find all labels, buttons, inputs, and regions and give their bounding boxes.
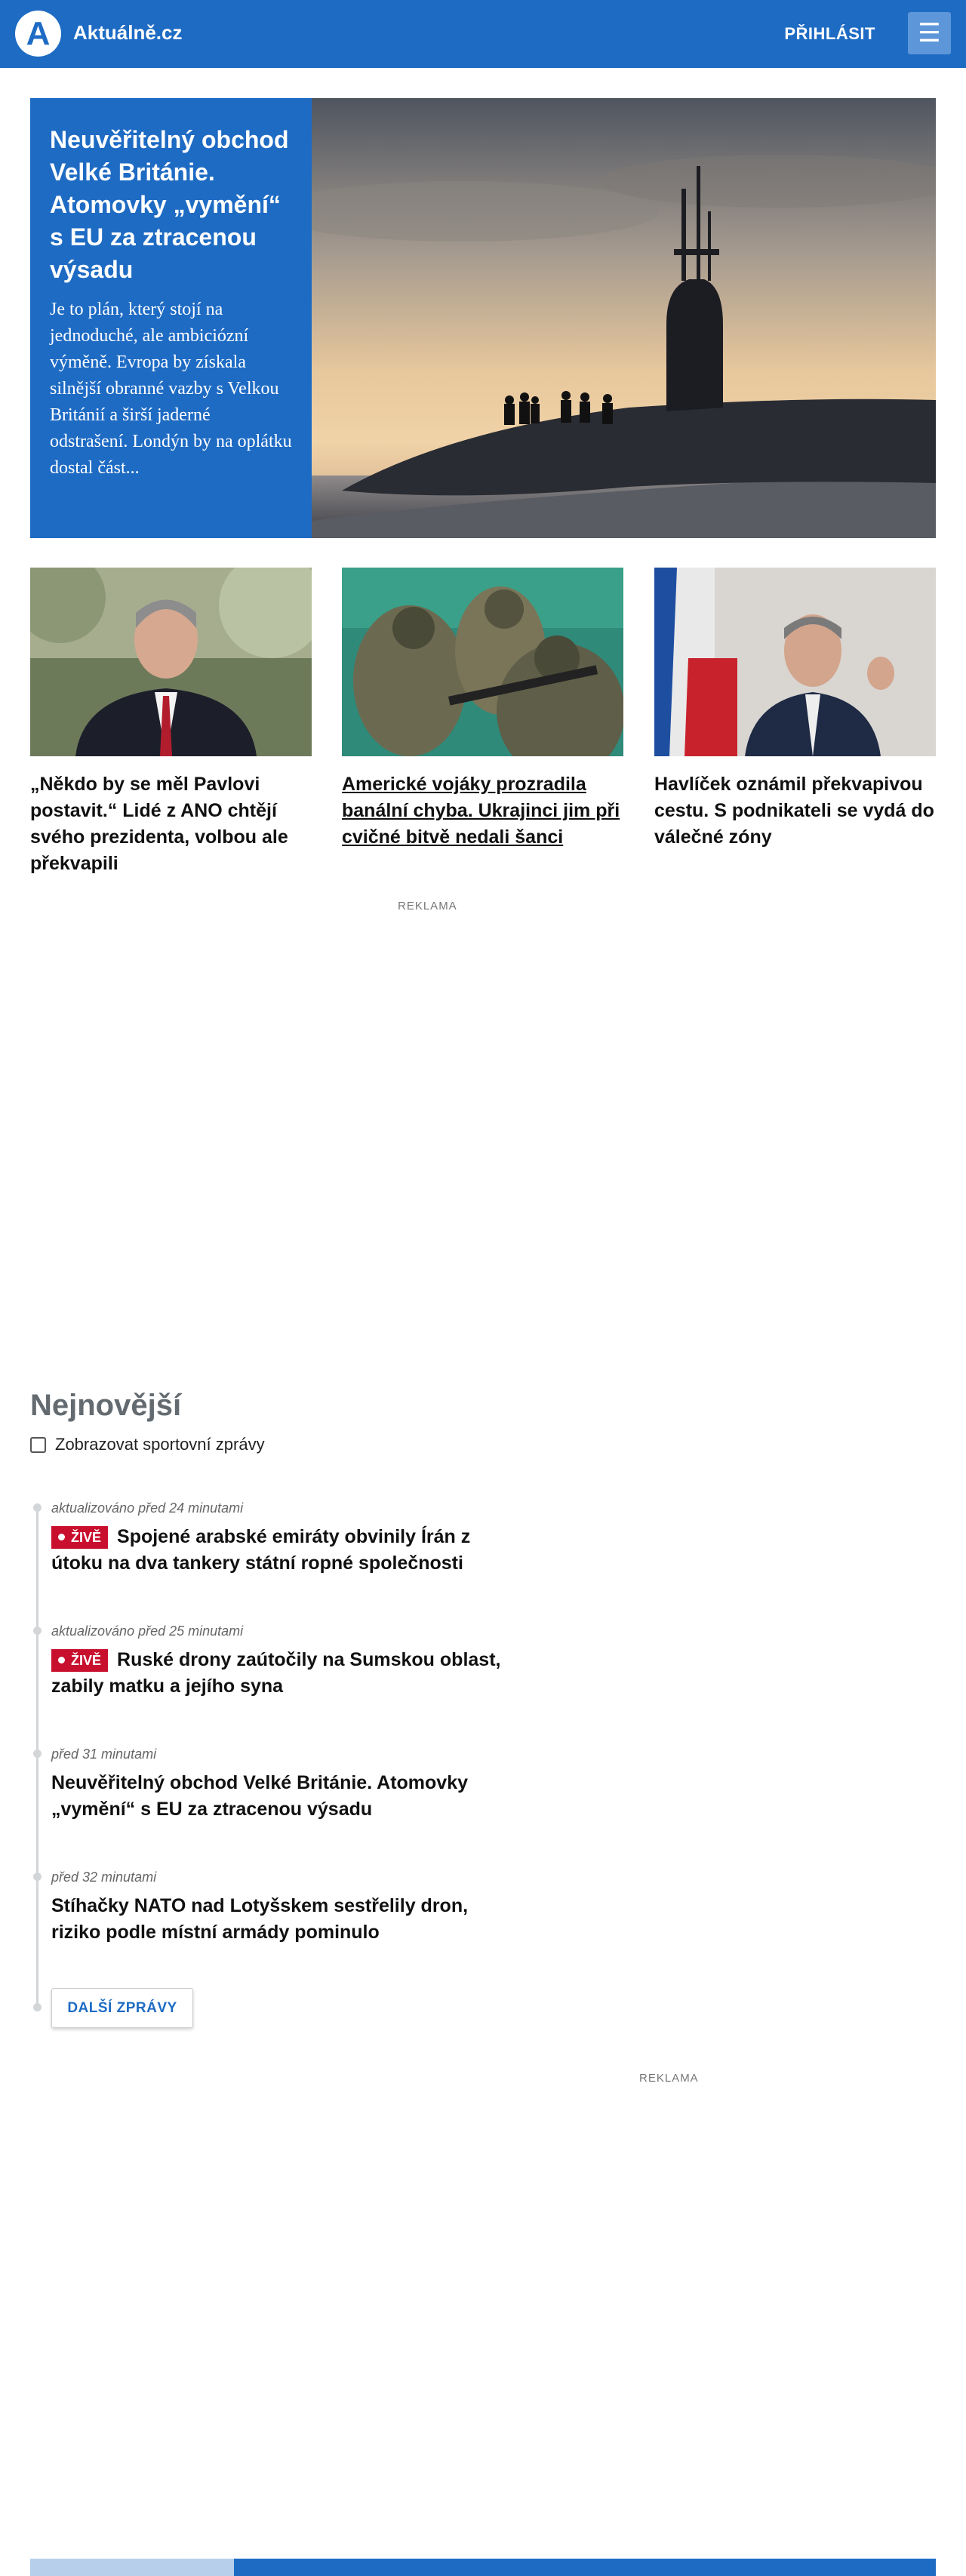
hero-text-panel <box>30 98 312 538</box>
hamburger-icon: ☰ <box>918 19 941 48</box>
live-dot-icon <box>58 1657 65 1663</box>
submarine-photo <box>312 98 936 538</box>
bottom-banner <box>30 2559 936 2576</box>
article-card[interactable] <box>30 568 312 877</box>
site-logo[interactable] <box>15 11 61 57</box>
news-title-text[interactable]: Neuvěřitelný obchod Velké Británie. Atomovky „vymění“ s EU za ztracenou výsadu <box>51 1772 469 1820</box>
article-image[interactable] <box>30 568 312 756</box>
article-image[interactable] <box>342 568 623 756</box>
politician-photo <box>30 568 312 756</box>
hero-article[interactable] <box>30 98 936 538</box>
article-card[interactable] <box>342 568 623 851</box>
news-time: před 32 minutami <box>51 1870 157 1885</box>
timeline-dot <box>33 1627 42 1635</box>
sport-checkbox[interactable] <box>30 1437 46 1453</box>
menu-button[interactable] <box>908 12 951 54</box>
site-name[interactable]: Aktuálně.cz <box>73 21 183 44</box>
latest-heading: Nejnovější <box>30 1389 182 1422</box>
news-title[interactable] <box>51 1647 504 1700</box>
sport-toggle-label[interactable]: Zobrazovat sportovní zprávy <box>55 1435 265 1454</box>
news-title-text[interactable]: Spojené arabské emiráty obvinily Írán z útoku na dva tankery státní ropné společnosti <box>51 1526 471 1574</box>
timeline-dot <box>33 1873 42 1881</box>
hero-image[interactable] <box>312 98 936 538</box>
news-item[interactable] <box>51 1623 504 1700</box>
article-card[interactable] <box>654 568 936 851</box>
soldiers-photo <box>342 568 623 756</box>
login-link[interactable]: PŘIHLÁSIT <box>784 24 875 43</box>
live-label: ŽIVĚ <box>71 1529 102 1545</box>
news-item[interactable] <box>51 1870 504 1946</box>
hero-perex: Je to plán, který stojí na jednoduché, ale ambiciózní výměně. Evropa by získala silnější obranné vazby s Velkou Británií a širší jaderné odstrašení. Londýn by na oplátku dostal část... <box>50 300 292 478</box>
news-item[interactable] <box>51 1747 504 1823</box>
live-badge <box>51 1526 108 1549</box>
sport-toggle[interactable] <box>30 1435 265 1454</box>
live-badge <box>51 1649 108 1672</box>
live-label: ŽIVĚ <box>71 1652 102 1668</box>
article-title[interactable]: „Někdo by se měl Pavlovi postavit.“ Lidé z ANO chtějí svého prezidenta, volbou ale překvapili <box>30 774 288 874</box>
article-title[interactable]: Americké vojáky prozradila banální chyba. Ukrajinci jim při cvičné bitvě nedali šanci <box>342 774 620 848</box>
site-header <box>0 0 966 68</box>
article-title[interactable]: Havlíček oznámil překvapivou cestu. S podnikateli se vydá do válečné zóny <box>654 774 934 848</box>
news-time: aktualizováno před 25 minutami <box>51 1623 244 1639</box>
hero-title[interactable]: Neuvěřitelný obchod Velké Británie. Atomovky „vymění“ s EU za ztracenou výsadu <box>50 126 289 283</box>
article-image[interactable] <box>654 568 936 756</box>
timeline-dot <box>33 1503 42 1512</box>
live-dot-icon <box>58 1534 65 1540</box>
ad-label: REKLAMA <box>639 2072 699 2085</box>
minister-photo <box>654 568 936 756</box>
bottom-banner-tab <box>30 2559 234 2576</box>
timeline-dot <box>33 2003 42 2011</box>
news-item[interactable] <box>51 1500 504 1577</box>
news-title-text[interactable]: Stíhačky NATO nad Lotyšskem sestřelily dron, riziko podle místní armády pominulo <box>51 1895 469 1943</box>
more-news-button[interactable]: DALŠÍ ZPRÁVY <box>51 1988 193 2028</box>
news-title[interactable] <box>51 1524 504 1577</box>
ad-label: REKLAMA <box>398 900 457 913</box>
news-time: před 31 minutami <box>51 1747 157 1762</box>
news-title-text[interactable]: Ruské drony zaútočily na Sumskou oblast, zabily matku a jejího syna <box>51 1649 501 1697</box>
timeline-dot <box>33 1750 42 1758</box>
news-time: aktualizováno před 24 minutami <box>51 1500 244 1516</box>
logo-letter: A <box>26 14 51 52</box>
